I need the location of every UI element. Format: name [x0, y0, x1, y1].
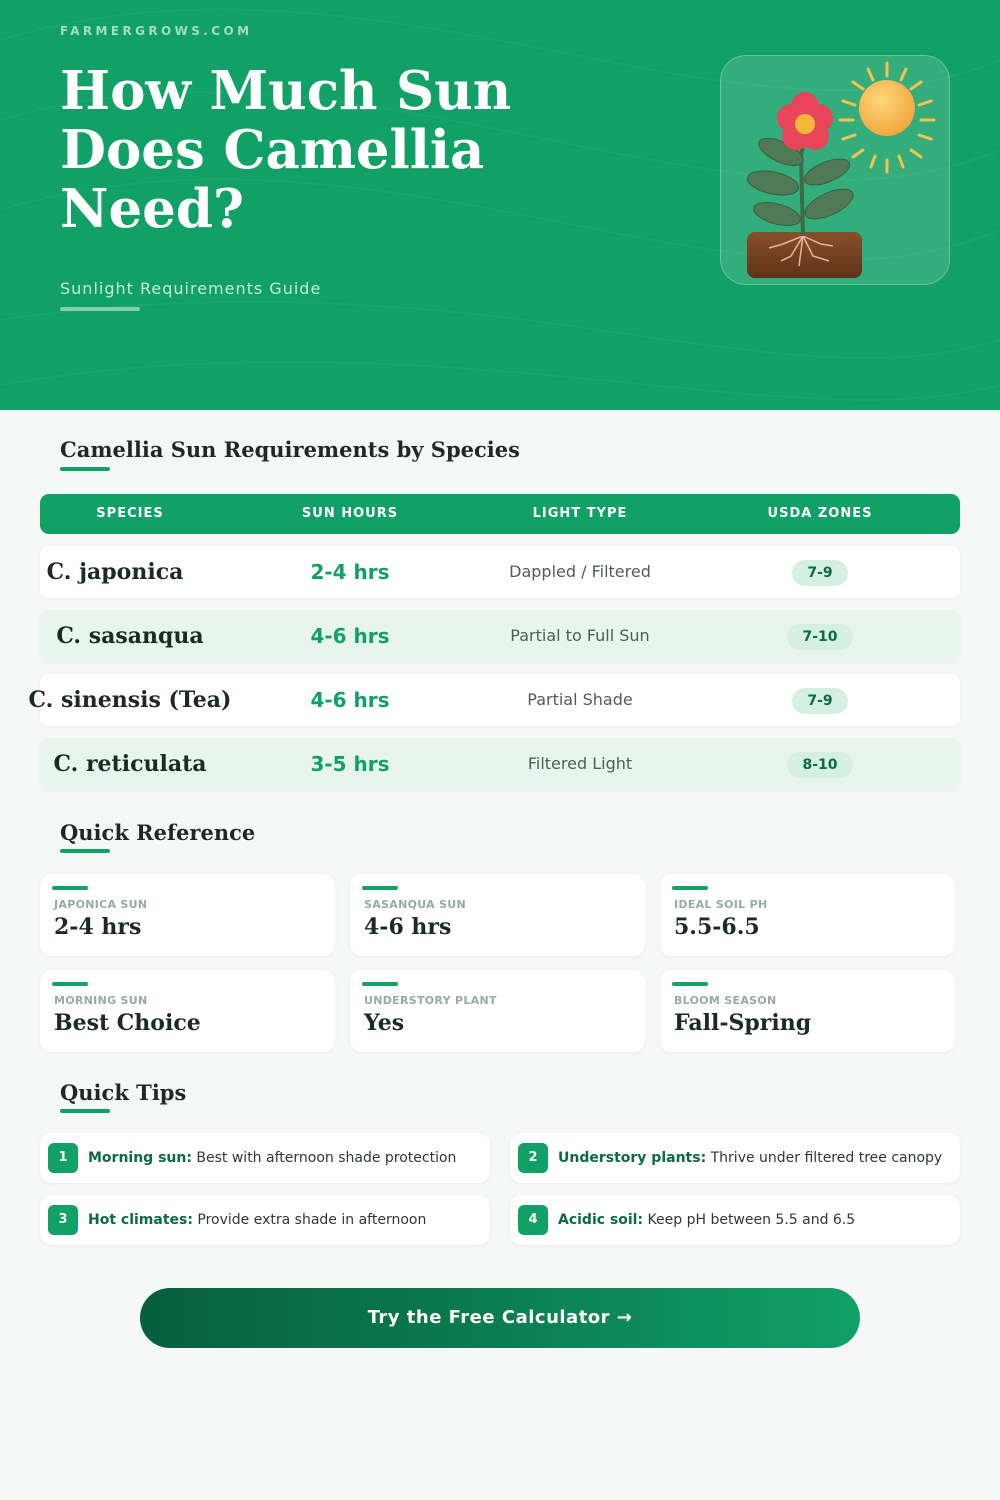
- reference-card-sasanqua-sun: [350, 874, 645, 956]
- species-name: C. sinensis (Tea): [28, 687, 232, 713]
- tip-number-badge: 2: [518, 1143, 548, 1173]
- brand-name: FARMERGROWS.COM: [60, 24, 253, 38]
- card-accent-bar: [672, 982, 708, 986]
- card-value: 2-4 hrs: [54, 914, 142, 940]
- free-calculator-button[interactable]: Try the Free Calculator →: [140, 1288, 860, 1348]
- tip-body: Best with afternoon shade protection: [191, 1150, 457, 1166]
- species-name: C. reticulata: [53, 751, 207, 777]
- zone-badge: 7-9: [792, 688, 847, 714]
- tip-number-badge: 1: [48, 1143, 78, 1173]
- light-type: Dappled / Filtered: [509, 562, 651, 581]
- tip-number-badge: 3: [48, 1205, 78, 1235]
- tip-item: [510, 1195, 960, 1245]
- tip-item: [510, 1133, 960, 1183]
- reference-card-japonica-sun: [40, 874, 335, 956]
- camellia-illustration: [720, 55, 950, 285]
- card-value: 4-6 hrs: [364, 914, 452, 940]
- card-accent-bar: [362, 886, 398, 890]
- page-title: How Much Sun Does Camellia Need?: [60, 60, 512, 240]
- tip-number-badge: 4: [518, 1205, 548, 1235]
- card-accent-bar: [672, 886, 708, 890]
- hero-subtitle: Sunlight Requirements Guide: [60, 279, 322, 298]
- card-label: UNDERSTORY PLANT: [364, 994, 497, 1007]
- card-value: 5.5-6.5: [674, 914, 760, 940]
- tip-heading: Acidic soil:: [558, 1212, 644, 1228]
- zone-badge: 7-9: [792, 560, 847, 586]
- zones-cell: [720, 546, 920, 598]
- tip-text: [558, 1133, 942, 1183]
- reference-card-understory: [350, 970, 645, 1052]
- tip-heading: Hot climates:: [88, 1212, 193, 1228]
- tip-heading: Morning sun:: [88, 1150, 192, 1166]
- table-row: [40, 738, 960, 790]
- table-row: [28, 674, 960, 726]
- header-usda-zones: USDA ZONES: [767, 506, 873, 521]
- light-type: Partial Shade: [527, 690, 633, 709]
- species-name: C. sasanqua: [56, 623, 204, 649]
- tip-heading: Understory plants:: [558, 1150, 707, 1166]
- tip-text: [558, 1195, 855, 1245]
- light-type: Filtered Light: [527, 754, 633, 773]
- card-label: BLOOM SEASON: [674, 994, 777, 1007]
- tip-body: Keep pH between 5.5 and 6.5: [643, 1212, 856, 1228]
- tip-item: [40, 1195, 490, 1245]
- zones-cell: [720, 610, 920, 662]
- zones-cell: [720, 738, 920, 790]
- hero-banner: [0, 0, 1000, 410]
- reference-card-soil-ph: [660, 874, 955, 956]
- sun-hours: 2-4 hrs: [310, 560, 390, 584]
- header-sun-hours: SUN HOURS: [301, 506, 399, 521]
- sun-hours: 4-6 hrs: [310, 624, 390, 648]
- species-name: C. japonica: [46, 559, 184, 585]
- card-label: MORNING SUN: [54, 994, 148, 1007]
- section-underline: [60, 467, 110, 471]
- tip-text: [88, 1195, 426, 1245]
- card-label: IDEAL SOIL PH: [674, 898, 768, 911]
- tip-body: Thrive under filtered tree canopy: [706, 1150, 943, 1166]
- section-underline: [60, 849, 110, 853]
- reference-section-title: Quick Reference: [60, 820, 256, 845]
- card-value: Fall-Spring: [674, 1010, 812, 1036]
- zones-cell: [720, 674, 920, 726]
- sun-hours: 4-6 hrs: [310, 688, 390, 712]
- species-section-title: Camellia Sun Requirements by Species: [60, 437, 520, 462]
- tip-item: [40, 1133, 490, 1183]
- camellia-sun-icon: [721, 56, 950, 285]
- header-species: SPECIES: [96, 506, 164, 521]
- sun-hours: 3-5 hrs: [310, 752, 390, 776]
- zone-badge: 8-10: [787, 752, 852, 778]
- table-row: [40, 610, 960, 662]
- card-accent-bar: [52, 886, 88, 890]
- section-underline: [60, 1109, 110, 1113]
- tip-body: Provide extra shade in afternoon: [192, 1212, 427, 1228]
- zone-badge: 7-10: [787, 624, 852, 650]
- tips-section-title: Quick Tips: [60, 1080, 187, 1105]
- tip-text: [88, 1133, 456, 1183]
- species-table-header: [40, 494, 960, 534]
- card-label: JAPONICA SUN: [54, 898, 148, 911]
- card-accent-bar: [362, 982, 398, 986]
- reference-card-bloom-season: [660, 970, 955, 1052]
- reference-card-morning-sun: [40, 970, 335, 1052]
- light-type: Partial to Full Sun: [510, 626, 650, 645]
- header-light-type: LIGHT TYPE: [532, 506, 628, 521]
- card-label: SASANQUA SUN: [364, 898, 467, 911]
- card-accent-bar: [52, 982, 88, 986]
- card-value: Best Choice: [54, 1010, 201, 1036]
- card-value: Yes: [364, 1010, 405, 1036]
- subtitle-underline: [60, 307, 140, 311]
- table-row: [40, 546, 960, 598]
